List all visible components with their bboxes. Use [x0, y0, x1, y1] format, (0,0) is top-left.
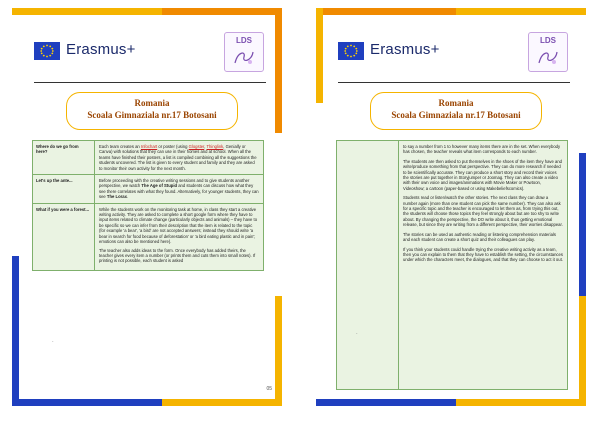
document-page-right	[316, 8, 586, 406]
answer-text: or poster (using	[157, 144, 189, 149]
answer-paragraph: The stories can be used as authentic reading or listening comprehension materials and each student can create a short quiz and their colleagues can play.	[403, 231, 556, 243]
lds-logo	[224, 32, 264, 72]
row-answer	[95, 175, 263, 203]
film-title: The Lorax	[106, 194, 127, 200]
eu-flag-icon	[338, 42, 364, 60]
row-question-empty	[337, 141, 399, 389]
row-answer	[399, 141, 567, 389]
page-header	[34, 32, 266, 80]
lds-logo-label: LDS	[540, 36, 556, 45]
answer-text: .	[126, 194, 129, 200]
country-title: Romania	[134, 98, 170, 108]
thinglink-link[interactable]: Thinglink	[206, 144, 224, 149]
accent-bar-right	[579, 153, 586, 303]
answer-paragraph: If you think your students could handle trying the creative writing activity as a team, then you can explain to them that they have to establish the setting, the circumstances under which the characters meet, the dialogues, and that they can choose to act it out.	[403, 246, 563, 263]
lds-swirl-icon	[536, 47, 560, 67]
school-title: Scoala Gimnaziala nr.17 Botosani	[87, 110, 217, 120]
answer-text: and students can discuss how what they see there correlates with what they found. Alternatively, for younger students, they can see	[99, 183, 259, 200]
accent-bar-bottom-yellow	[162, 399, 282, 406]
row-answer	[95, 141, 263, 174]
title-box	[66, 92, 238, 130]
answer-paragraph: The teacher also adds ideas to the form. Once everybody has added theirs, the teacher gives every item a number (or prints them and cuts them into small notes). If printing is not possible, each student is asked	[99, 247, 256, 264]
activity-table	[32, 140, 264, 271]
infochart-link[interactable]: Infochart	[140, 144, 158, 149]
lds-swirl-icon	[232, 47, 256, 67]
answer-paragraph: Students read or listen/watch the other stories. The next class they can draw a number again (more than one student can pick the same number). They can also ask for a specific topic and the teacher is encouraged to let them as, from trying this out, the students will choose those topics they feel strongly about but are too shy to write about. By changing the perspective, the DO write about it, thus getting emotional release, but since they are writing from a different perspective, their worries disappear.	[403, 195, 563, 228]
accent-bar-top	[456, 8, 586, 15]
table-row	[33, 141, 263, 174]
accent-bar-right	[275, 8, 282, 133]
accent-bar-top	[12, 8, 162, 15]
document-page-left	[12, 8, 282, 406]
erasmus-logo-text: Erasmus+	[370, 41, 440, 58]
school-title: Scoala Gimnaziala nr.17 Botosani	[391, 110, 521, 120]
glogster-link[interactable]: Glogster	[188, 144, 205, 149]
row-question: Let's up the ante...	[33, 175, 95, 203]
answer-text: , Genially or Canva) with solutions that they can use in their homes and at school. When all the teams have finished their posters, a list is compiled combining all the suggestions the students uncovered. The list is given to every student and family and they are asked to monitor their own activity for the next month.	[99, 144, 257, 171]
answer-paragraph: to say a number from 1 to however many items there are in the set. When everybody has chosen, the teacher reveals what item corresponds to each number.	[403, 144, 561, 155]
margin-dot: .	[52, 338, 54, 344]
accent-bar-left	[12, 256, 19, 406]
erasmus-logo-text: Erasmus+	[66, 41, 136, 58]
eu-flag-icon	[34, 42, 60, 60]
lds-logo	[528, 32, 568, 72]
table-row	[33, 203, 263, 270]
page-number: 05	[266, 386, 272, 392]
accent-bar-right-bottom	[275, 296, 282, 406]
row-question: Where do we go from here?	[33, 141, 95, 174]
accent-bar-left	[316, 8, 323, 103]
accent-bar-bottom	[12, 399, 162, 406]
answer-paragraph: While the students work on the monitoring task at home, in class they start a creative writing activity. They are asked to complete a short google form where they have to input items related to climate change (particularly objects and animals) – they have to be specific so we can infer from their description that the item is related to the topic (for example 'a bear', 'a bird' are not accepted answers; instead they should write 'a bear in search for food because of deforestation' or 'a bird eating plastic and in pain'; emotions can also be mentioned here).	[99, 206, 258, 245]
header-divider	[338, 82, 570, 83]
accent-bar-bottom-yellow	[456, 399, 586, 406]
answer-paragraph: The students are then asked to put themselves in the shoes of the item they have and write/produce something from that perspective. They can do more research if needed to be scientifically accurate. They can produce a short story and record their voices the stories are put together in Storyjumper or Joomag. They can also create a video with their own voice and images/animations with Movie Maker or Powtoon, Videoshow; a cartoon (paper-based or using Makebeliefscomics).	[403, 158, 562, 191]
answer-text: Each team creates an	[99, 144, 141, 149]
answer-text: Before proceeding with the creative writing sessions and to give students another perspective, we watch	[99, 178, 250, 189]
lds-logo-label: LDS	[236, 36, 252, 45]
accent-bar-right-bottom	[579, 296, 586, 406]
accent-bar-top-orange	[162, 8, 282, 15]
answer-text: ,	[204, 144, 207, 149]
accent-bar-top-orange	[316, 8, 456, 15]
title-box	[370, 92, 542, 130]
row-question: What if you were a forest...	[33, 204, 95, 270]
table-row	[33, 174, 263, 203]
row-answer	[95, 204, 263, 270]
page-header	[338, 32, 570, 80]
margin-dot: .	[356, 330, 358, 336]
accent-bar-bottom	[316, 399, 456, 406]
film-title: The Age of Stupid	[141, 183, 178, 189]
country-title: Romania	[438, 98, 474, 108]
activity-table-continued	[336, 140, 568, 390]
header-divider	[34, 82, 266, 83]
